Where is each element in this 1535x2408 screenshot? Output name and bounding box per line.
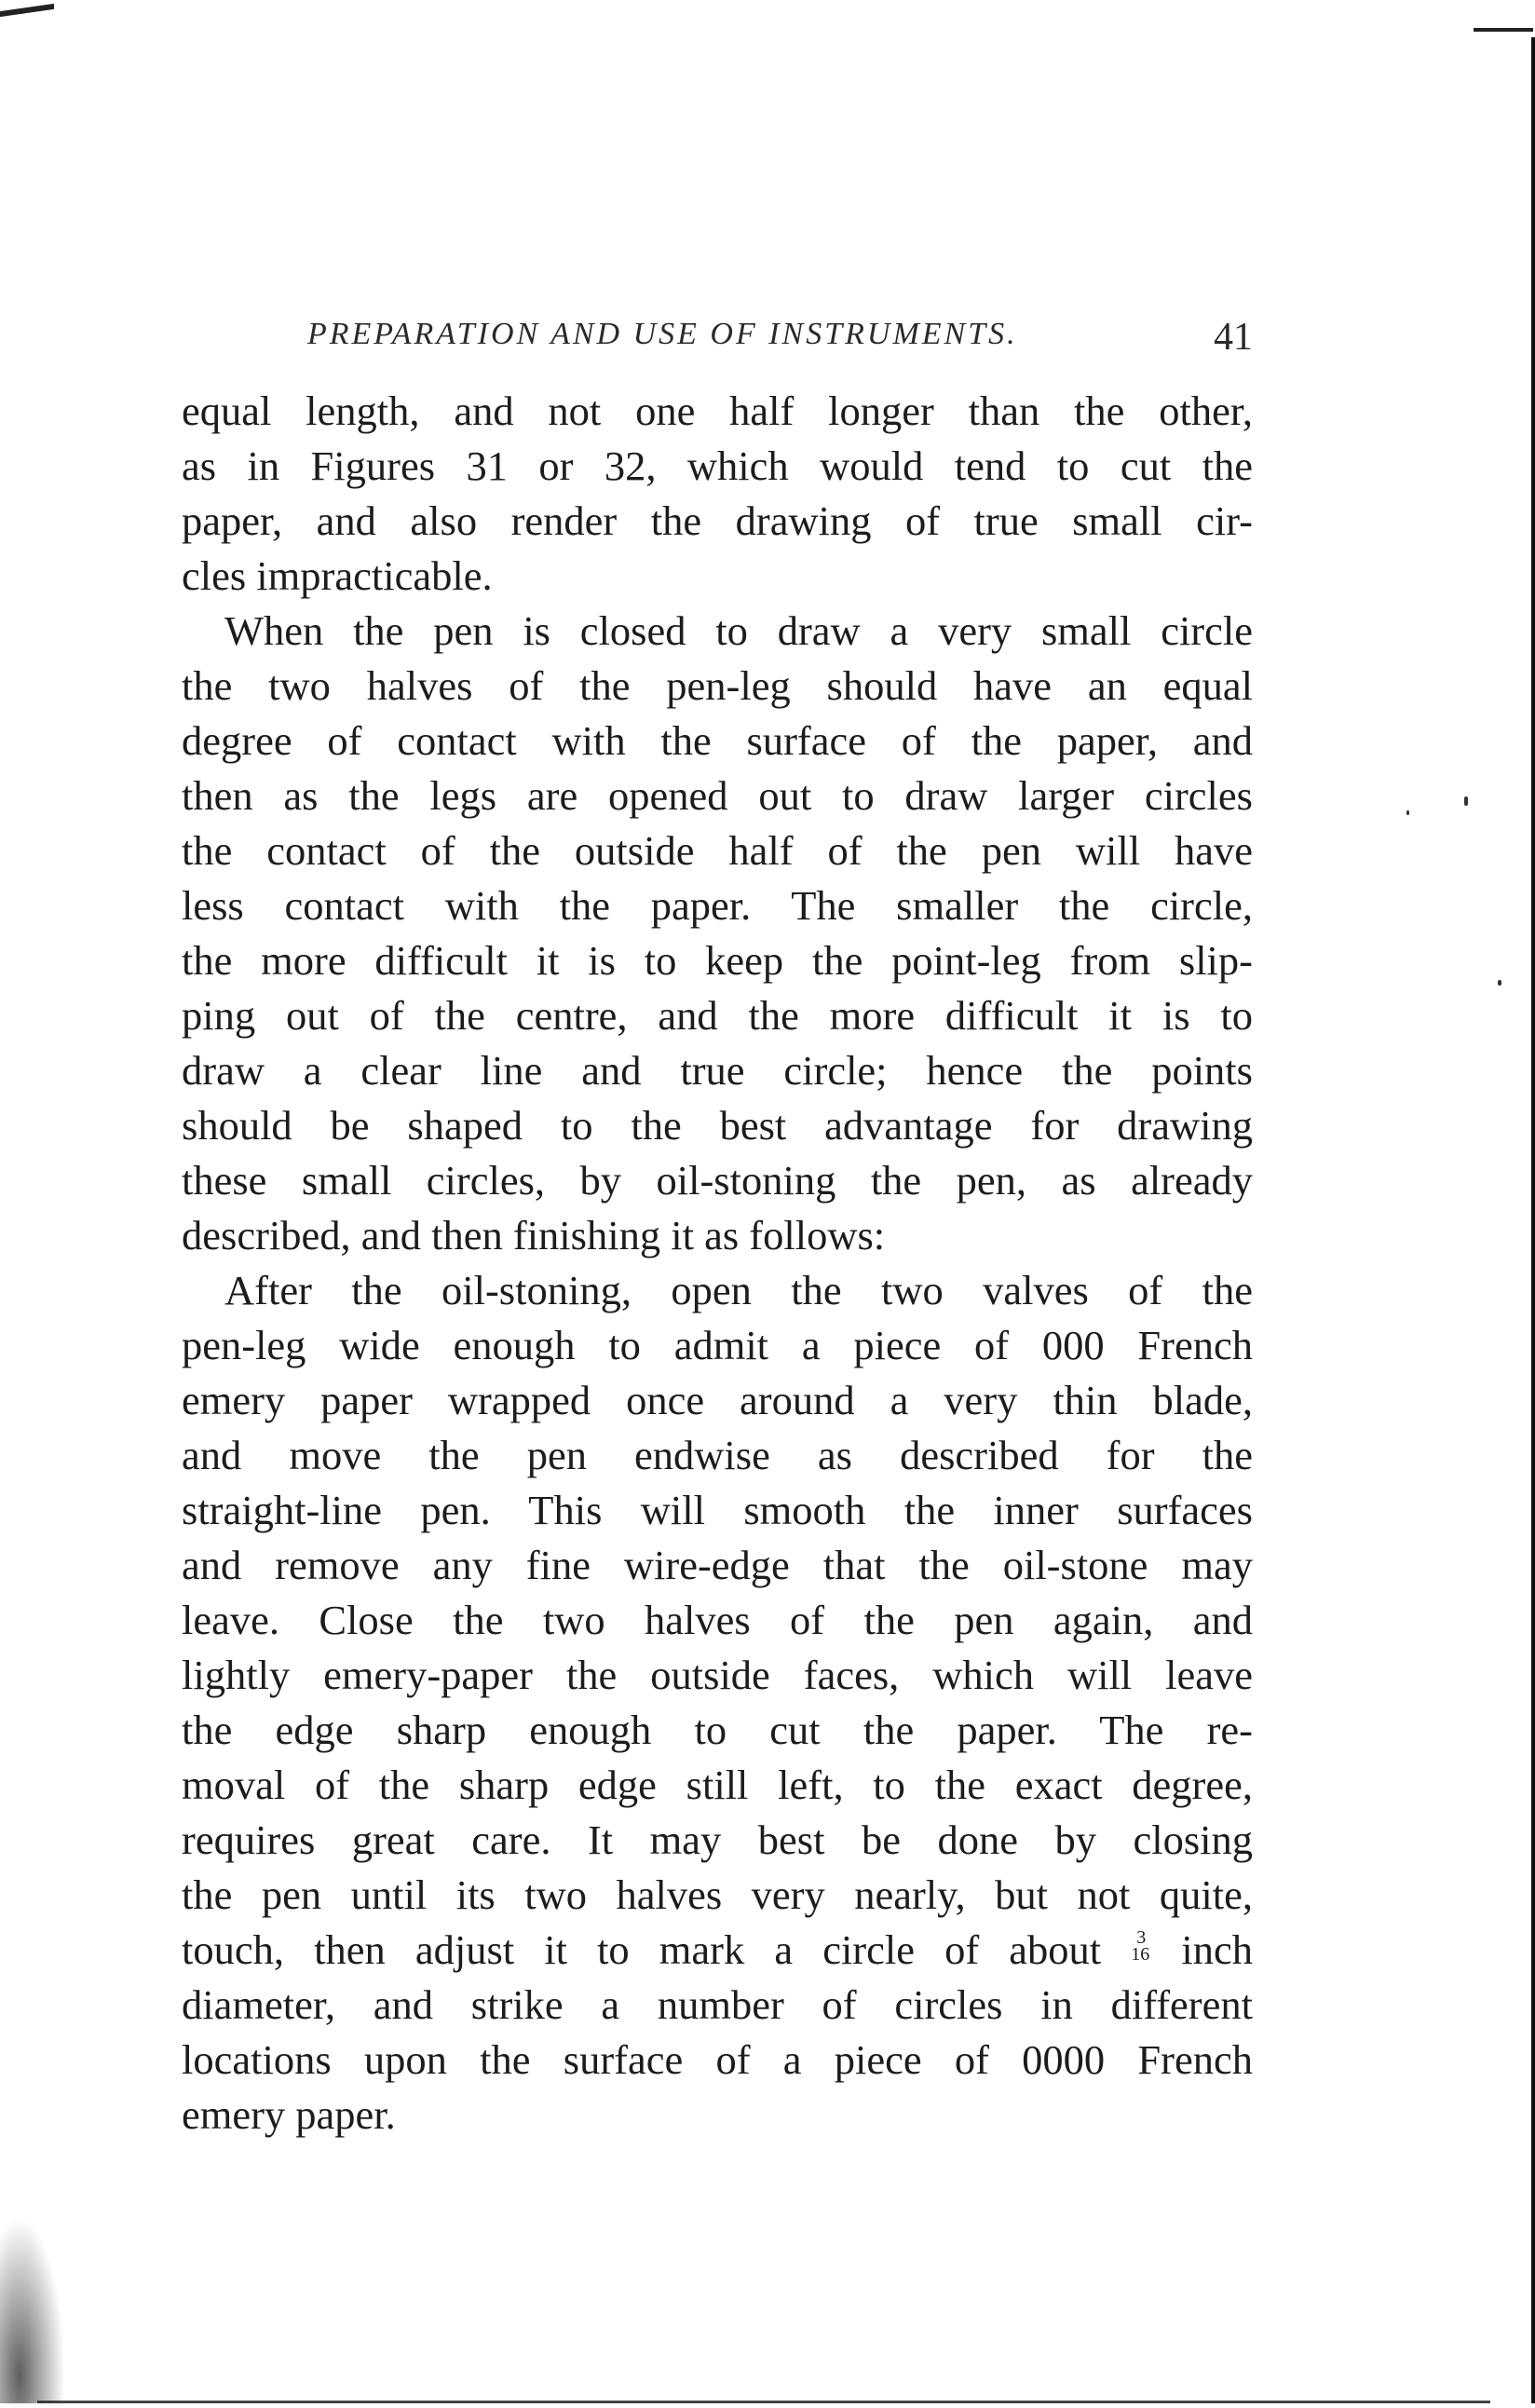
scan-edge-mark (1474, 28, 1533, 32)
text-line: requires great care. It may best be done by closing (182, 1816, 1253, 1863)
fraction-denominator: 16 (1131, 1944, 1150, 1965)
text-line: paper, and also render the drawing of true small cir- (182, 497, 1253, 544)
text-line: described, and then finishing it as follows: (182, 1212, 886, 1258)
running-head (182, 307, 1253, 363)
body-text (182, 384, 1253, 2143)
text-line: these small circles, by oil-stoning the pen, as already (182, 1157, 1253, 1204)
text-line: emery paper. (182, 2091, 396, 2138)
text-line: lightly emery-paper the outside faces, which will leave (182, 1652, 1253, 1698)
text-line: locations upon the surface of a piece of 0000 French (182, 2036, 1253, 2083)
fraction-line-before: touch, then adjust it to mark a circle of about (182, 1926, 1132, 1973)
text-line: then as the legs are opened out to draw larger circles (182, 772, 1253, 819)
scan-speck (1464, 796, 1468, 806)
text-line-with-fraction (182, 1923, 1253, 1978)
text-line: straight-line pen. This will smooth the inner surfaces (182, 1487, 1253, 1533)
scan-speck (1498, 980, 1501, 986)
text-line: degree of contact with the surface of the paper, and (182, 717, 1253, 764)
text-line: less contact with the paper. The smaller the circle, (182, 882, 1253, 929)
fraction (1131, 1927, 1151, 1965)
text-line: emery paper wrapped once around a very thin blade, (182, 1377, 1253, 1423)
text-line: the two halves of the pen-leg should have an equal (182, 662, 1253, 709)
text-line: ping out of the centre, and the more difficult it is to (182, 992, 1253, 1039)
text-line: After the oil-stoning, open the two valves of the (224, 1267, 1253, 1313)
text-line: as in Figures 31 or 32, which would tend to cut the (182, 442, 1253, 489)
running-title: PREPARATION AND USE OF INSTRUMENTS. (307, 317, 1018, 351)
text-line: should be shaped to the best advantage for drawing (182, 1102, 1253, 1149)
fraction-numerator: 3 (1136, 1927, 1147, 1948)
text-line: equal length, and not one half longer than the other, (182, 388, 1253, 434)
scan-corner-mark (0, 4, 54, 17)
text-line: the more difficult it is to keep the point-leg from slip- (182, 937, 1253, 984)
text-line: and remove any fine wire-edge that the oil-stone may (182, 1542, 1253, 1588)
text-line: draw a clear line and true circle; hence the points (182, 1047, 1253, 1094)
text-line: the contact of the outside half of the pen will have (182, 827, 1253, 874)
scan-bottom-edge (37, 2401, 1490, 2403)
text-line: leave. Close the two halves of the pen again, and (182, 1597, 1253, 1643)
text-line: pen-leg wide enough to admit a piece of 000 French (182, 1322, 1253, 1368)
page-number: 41 (1214, 316, 1253, 359)
scan-smudge (0, 2217, 65, 2403)
scan-right-edge (1531, 37, 1535, 2403)
scan-speck (1406, 810, 1409, 815)
text-line: the pen until its two halves very nearly, but not quite, (182, 1871, 1253, 1918)
text-line: cles impracticable. (182, 552, 493, 599)
text-line: the edge sharp enough to cut the paper. The re- (182, 1707, 1253, 1753)
text-line: moval of the sharp edge still left, to the exact degree, (182, 1762, 1253, 1808)
text-line: When the pen is closed to draw a very small circle (224, 607, 1253, 654)
text-line: diameter, and strike a number of circles in different (182, 1981, 1253, 2028)
fraction-line-after: inch (1151, 1926, 1253, 1973)
text-line: and move the pen endwise as described for the (182, 1432, 1253, 1478)
